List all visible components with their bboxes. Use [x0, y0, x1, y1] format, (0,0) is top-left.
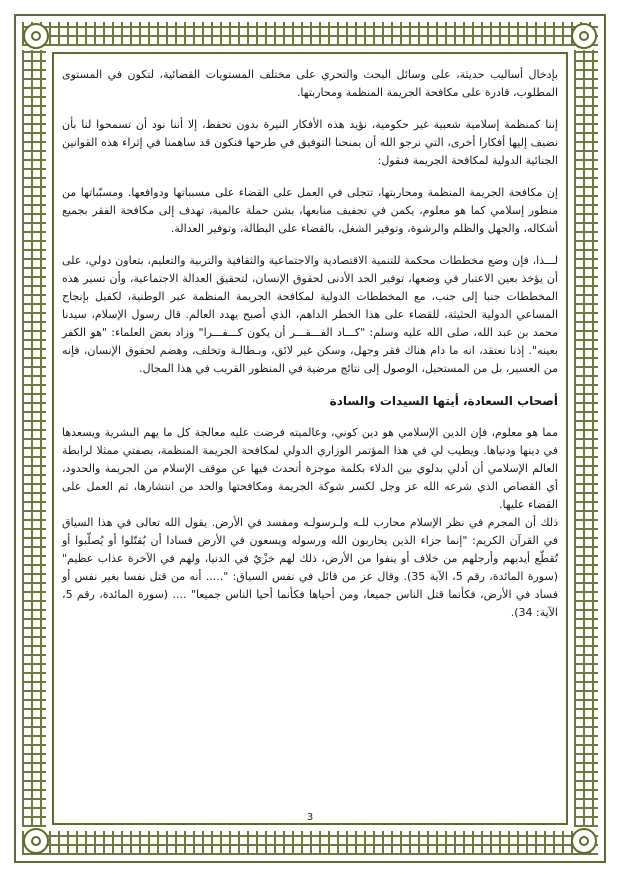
- paragraph: بإدخال أساليب حديثة، على وسائل البحث والتحري على مختلف المستويات القضائية، لتكون في المستوى المطلوب، قادرة على مكافحة الجريمة المنظمة ومحاربتها.: [62, 68, 558, 99]
- corner-ornament-icon: [571, 23, 597, 49]
- paragraph: مما هو معلوم، فإن الدين الإسلامي هو دين كوني، وعالميته فرضت عليه معالجة كل ما يهم البشرية ويسعدها في دينها ودنياها. ويطيب لي في هذا المؤتمر الوزاري الدولي لمكافحة الجريمة المنظمة، بصفتي ممثلا لرابطة العالم الإسلامي أن أدلي بدلوي بين الدلاء بكلمة موجزة أتحدث فيها عن موقف الإسلام من الجريمة والحدود، أي القصاص الذي شرعه الله عز وجل لكسر شوكة الجريمة ومكافحتها والحد من انتشارها، ثم العمل على القضاء عليها.: [62, 426, 558, 511]
- page-number: 3: [306, 812, 314, 823]
- section-heading: أصحاب السعادة، أيتها السيدات والسادة: [329, 394, 558, 408]
- paragraph: إن مكافحة الجريمة المنظمة ومحاربتها، تتجلى في العمل على القضاء على مسبباتها ودوافعها. ومسبّباتها من منظور إسلامي كما هو معلوم، يكمن في تجفيف منابعها، بشن حملة عالمية، تهدف إلى مكافحة الفقر بجميع أشكاله، والجهل والظلم والرشوة، وتوفير الشغل، بالقضاء على البطالة، وتوفير العدالة.: [62, 186, 558, 235]
- corner-ornament-icon: [23, 23, 49, 49]
- border-pattern-right: [574, 50, 598, 827]
- paragraph: إننا كمنظمة إسلامية شعبية غير حكومية، نؤيد هذه الأفكار النيرة بدون تحفظ، إلا أننا نود أن تسمحوا لنا بأن نضيف إليها أفكارا أخرى، التي نرجو الله أن يمنحنا التوفيق في طرحها فنكون قد ساهمنا في إثراء هذه القوانين الجنائية الدولية لمكافحة الجريمة فنقول:: [62, 118, 558, 167]
- document-body: [62, 66, 558, 636]
- corner-ornament-icon: [23, 828, 49, 854]
- border-pattern-bottom: [22, 831, 598, 855]
- corner-ornament-icon: [571, 828, 597, 854]
- paragraph: ذلك أن المجرم في نظر الإسلام محارب للـه ولـرسولـه ومفسد في الأرض. يقول الله تعالى في هذا السياق في القرآن الكريم: "إنما جزاء الذين يحاربون الله ورسوله ويسعون في الأرض فسادا أن يُقتّلوا أو يُصلّبوا أو تُقطّع أيديهم وأرجلهم من خلاف أو ينفوا من الأرض، ذلك لهم خزْيٌ في الدنيا، ولهم في الآخرة عذاب عظيم" (سورة المائدة، رقم 5، الآية 35). وقال عز من قائل في نفس السياق: "..... أنه من قتل نفسا بغير نفس أو فساد في الأرض، فكأنما قتل الناس جميعا، ومن أحياها فكأنما أحيا الناس جميعا" .... (سورة المائدة، رقم 5، الآية: 34).: [62, 516, 558, 619]
- border-pattern-top: [22, 22, 598, 46]
- paragraph: لـــذا، فإن وضع مخططات محكمة للتنمية الاقتصادية والاجتماعية والثقافية والتربية والتعليم، بتعاون دولي، على أن يؤخذ بعين الاعتبار في وضعها، توفير الحد الأدنى لحقوق الإنسان، لتحقيق العدالة الاجتماعية، وأن تسير هذه المخططات جنبا إلى جنب، مع المخططات الدولية لمكافحة الجريمة المنظمة عبر الوطنية، لكفيل بإنجاح المساعي الدولية الحثيثة، للقضاء على هذا الخطر الداهم، الذي أصبح يهدد العالم. قال رسول الإسلام، سيدنا محمد بن عبد الله، صلى الله عليه وسلم: "كـــاد الفـــقـــر أن يكون كـــفـــرا" وزاد بعض العلماء: "هو الكفر بعينه". إذنا نعتقد، انه ما دام هناك فقر وجهل، وسكن غير لائق، وبـطالـة وتخلف، وهضم لحقوق الإنسان، فإنه من العسير، بل من المستحيل، الوصول إلى نتائج مرضية في المنظور القريب في هذا المجال.: [62, 254, 558, 375]
- border-pattern-left: [22, 50, 46, 827]
